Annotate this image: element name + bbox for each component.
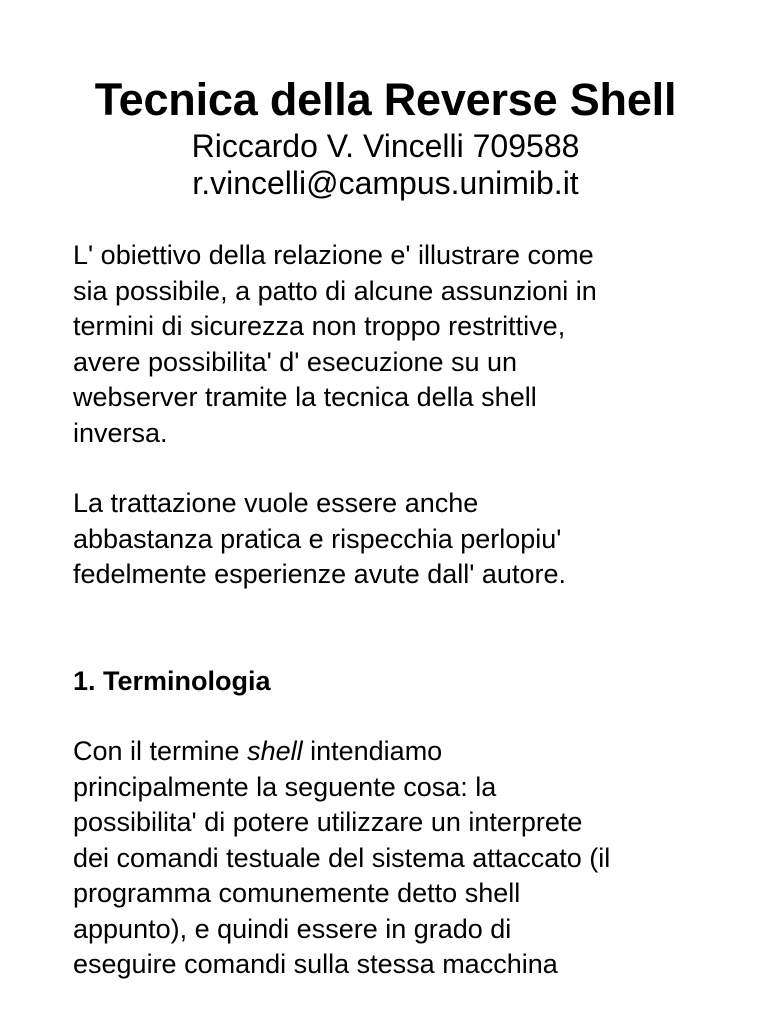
document-title: Tecnica della Reverse Shell — [94, 74, 677, 125]
terminology-line: principalmente la seguente cosa: la — [73, 771, 497, 802]
document-page — [0, 74, 768, 1024]
intro-line: webserver tramite la tecnica della shell — [73, 382, 537, 412]
terminology-text: intendiamo — [302, 736, 443, 766]
intro-line: inversa. — [73, 417, 168, 448]
terminology-text: Con il termine — [73, 736, 248, 766]
terminology-line: possibilita' di potere utilizzare un interprete — [73, 807, 583, 837]
terminology-line: programma comunemente detto shell — [73, 878, 521, 908]
scope-paragraph — [73, 486, 698, 593]
author-email: r.vincelli@campus.unimib.it — [192, 165, 579, 201]
intro-line: termini di sicurezza non troppo restrittive, — [73, 311, 566, 341]
terminology-paragraph — [73, 734, 698, 983]
scope-line: La trattazione vuole essere anche — [73, 488, 479, 518]
terminology-first-line — [73, 734, 698, 770]
scope-line: fedelmente esperienze avute dall' autore. — [73, 559, 566, 589]
intro-line: L' obiettivo della relazione e' illustrare come — [73, 240, 594, 270]
intro-paragraph — [73, 238, 698, 451]
scope-line: abbastanza pratica e rispecchia perlopiu' — [73, 523, 562, 554]
terminology-line: dei comandi testuale del sistema attaccato (il — [73, 842, 611, 873]
shell-term: shell — [247, 736, 303, 766]
intro-line: sia possibile, a patto di alcune assunzioni in — [73, 275, 597, 306]
terminology-line: appunto), e quindi essere in grado di — [73, 913, 512, 944]
author-line: Riccardo V. Vincelli 709588 — [191, 128, 580, 164]
intro-line: avere possibilita' d' esecuzione su un — [73, 346, 518, 377]
section-heading: 1. Terminologia — [73, 665, 271, 696]
terminology-line: eseguire comandi sulla stessa macchina — [73, 949, 558, 979]
